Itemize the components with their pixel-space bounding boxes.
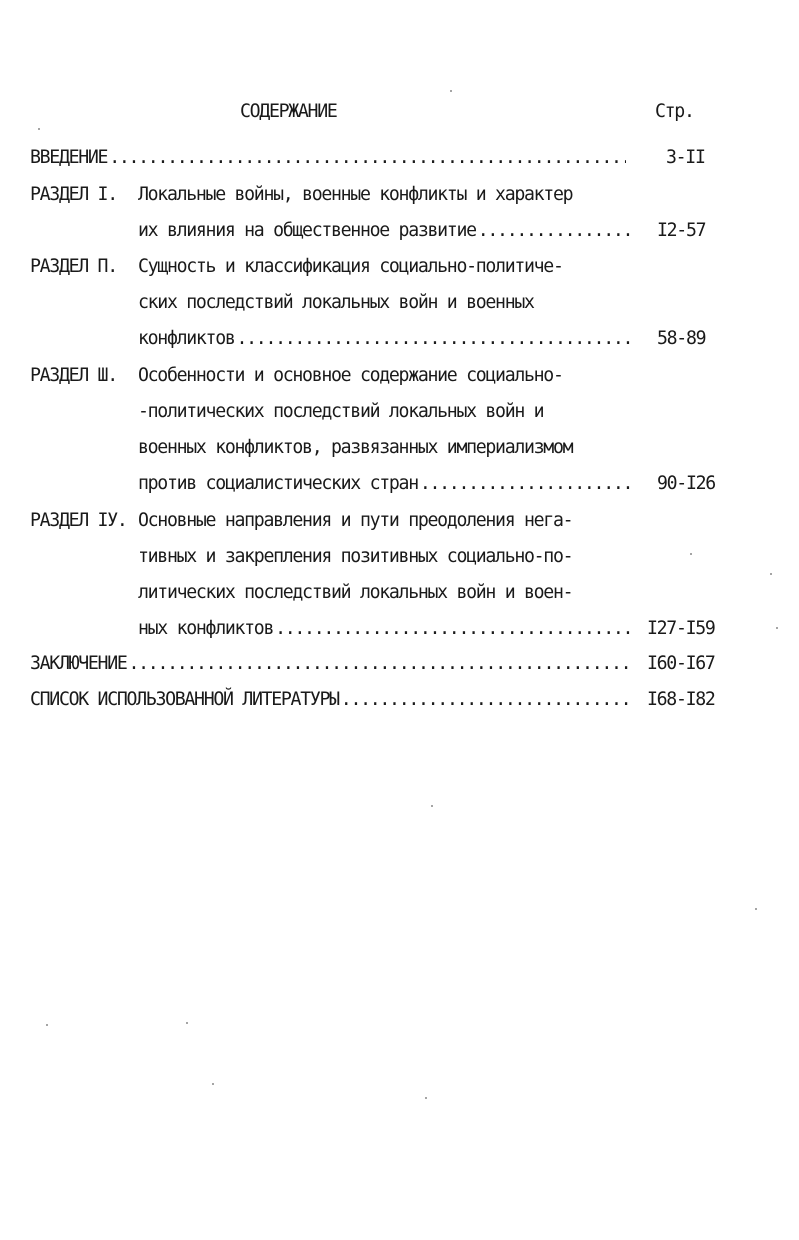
entry-text-line: их влияния на общественное развитие: [138, 220, 476, 241]
entry-text-line: Локальные войны, военные конфликты и характер: [138, 184, 573, 205]
scan-speck: [431, 805, 433, 807]
entry-text-line: против социалистических стран: [138, 473, 418, 494]
dot-leader: [237, 327, 633, 351]
entry-text-line: Сущность и классификация социально-политиче-: [138, 256, 563, 277]
toc-entry-section-4: [138, 617, 636, 641]
entry-label: РАЗДЕЛ IУ.: [30, 510, 127, 531]
scan-speck: [450, 90, 452, 92]
dot-leader: [275, 617, 632, 641]
scan-speck: [776, 627, 778, 629]
entry-pages: I60-I67: [647, 653, 715, 674]
scan-speck: [186, 1022, 188, 1024]
page-column-label: Стр.: [655, 101, 694, 122]
dot-leader: [420, 472, 632, 496]
entry-label: РАЗДЕЛ П.: [30, 256, 117, 277]
entry-pages: 90-I26: [657, 473, 715, 494]
scan-speck: [755, 908, 757, 910]
dot-leader: [341, 688, 632, 712]
entry-label: ЗАКЛЮЧЕНИЕ: [30, 653, 127, 674]
entry-text-line: конфликтов: [138, 328, 235, 349]
dot-leader: [129, 652, 633, 676]
entry-label: ВВЕДЕНИЕ: [30, 147, 108, 168]
toc-entry-bibliography: [30, 688, 636, 712]
entry-label: РАЗДЕЛ Ш.: [30, 365, 117, 386]
scan-speck: [690, 553, 692, 555]
toc-entry-section-2: [138, 327, 636, 351]
dot-leader: [478, 219, 632, 243]
entry-text-line: литических последствий локальных войн и воен-: [138, 582, 573, 603]
entry-pages: I27-I59: [647, 618, 715, 639]
entry-text-line: Особенности и основное содержание социально-: [138, 365, 563, 386]
entry-pages: 3-II: [666, 147, 705, 168]
scan-speck: [212, 1083, 214, 1085]
scan-speck: [425, 1097, 427, 1099]
scan-speck: [770, 573, 772, 575]
entry-text-line: ских последствий локальных войн и военных: [138, 292, 534, 313]
entry-text-line: военных конфликтов, развязанных империализмом: [138, 437, 573, 458]
toc-entry-conclusion: [30, 652, 636, 676]
entry-label: РАЗДЕЛ I.: [30, 184, 117, 205]
entry-label: СПИСОК ИСПОЛЬЗОВАННОЙ ЛИТЕРАТУРЫ: [30, 689, 339, 710]
toc-entry-section-1: [138, 219, 636, 243]
scan-speck: [38, 128, 40, 130]
toc-entry-section-3: [138, 472, 636, 496]
entry-text-line: ных конфликтов: [138, 618, 274, 639]
dot-leader: [109, 146, 626, 170]
entry-text-line: тивных и закрепления позитивных социально-по-: [138, 546, 573, 567]
entry-pages: I68-I82: [647, 689, 715, 710]
entry-text-line: -политических последствий локальных войн и: [138, 401, 544, 422]
entry-pages: 58-89: [657, 328, 706, 349]
entry-text-line: Основные направления и пути преодоления нега-: [138, 510, 573, 531]
scan-speck: [46, 1024, 48, 1026]
toc-title: СОДЕРЖАНИЕ: [240, 101, 337, 122]
entry-pages: I2-57: [657, 220, 706, 241]
toc-entry-introduction: [30, 146, 630, 170]
